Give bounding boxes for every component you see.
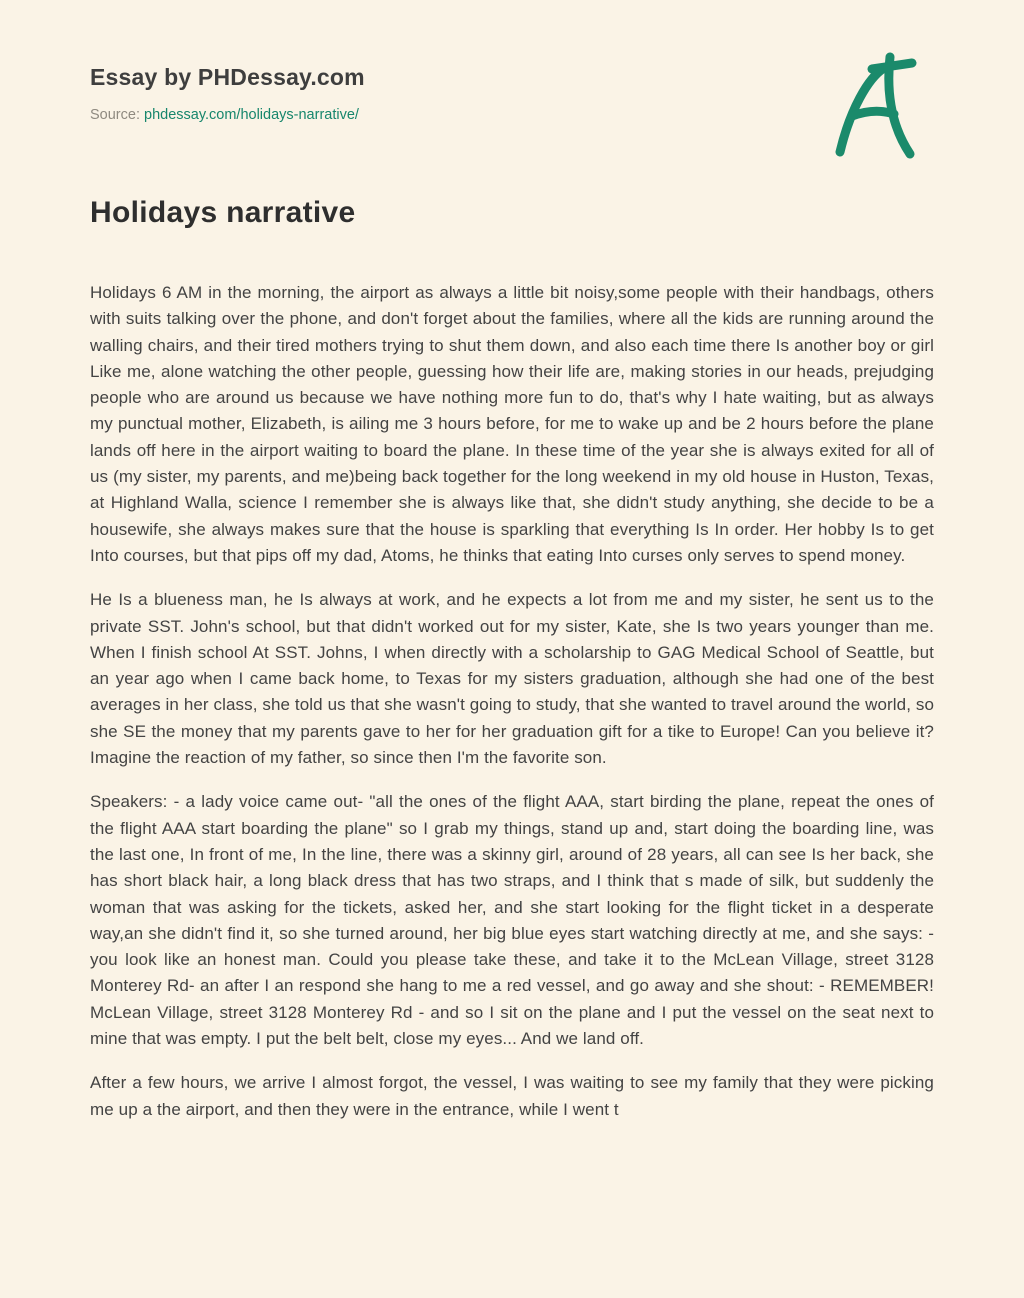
essay-paragraph: Speakers: - a lady voice came out- "all the ones of the flight AAA, start birding the plane, repeat the ones of the flight AAA start boarding the plane" so I grab my things, stand up and, start doing the boarding line, was the last one, In front of me, In the line, there was a skinny girl, around of 28 years, all can see Is her back, she has short black hair, a long black dress that has two straps, and I think that s made of silk, but suddenly the woman that was asking for the tickets, asked her, and she start looking for the flight ticket in a desperate way,an she didn't find it, so she turned around, her big blue eyes start watching directly at me, and she says: - you look like an honest man. Could you please take these, and take it to the McLean Village, street 3128 Monterey Rd- an after I an respond she hang to me a red vessel, and go away and she shout: - REMEMBER! McLean Village, street 3128 Monterey Rd - and so I sit on the plane and I put the vessel on the seat next to mine that was empty. I put the belt belt, close my eyes... And we land off.: [90, 792, 934, 1049]
source-line: [90, 107, 365, 123]
essay-body: [90, 280, 934, 1123]
header-left: [90, 52, 365, 123]
page-header: [90, 52, 934, 160]
phdessay-a-plus-logo-icon: [824, 52, 924, 160]
essay-byline: Essay by PHDessay.com: [90, 64, 365, 90]
source-label: Source:: [90, 107, 140, 123]
essay-paragraph: He Is a blueness man, he Is always at work, and he expects a lot from me and my sister, he sent us to the private SST. John's school, but that didn't worked out for my sister, Kate, she Is two years younger than me. When I finish school At SST. Johns, I when directly with a scholarship to GAG Medical School of Seattle, but an year ago when I came back home, to Texas for my sisters graduation, although she had one of the best averages in her class, she told us that she wasn't going to study, that she wanted to travel around the world, so she SE the money that my parents gave to her for her graduation gift for a tike to Europe! Can you believe it? Imagine the reaction of my father, so since then I'm the favorite son.: [90, 590, 934, 768]
source-link[interactable]: phdessay.com/holidays-narrative/: [144, 107, 359, 123]
essay-paragraph: Holidays 6 AM in the morning, the airport as always a little bit noisy,some people with their handbags, others with suits talking over the phone, and don't forget about the families, where all the kids are running around the walling chairs, and their tired mothers trying to shut them down, and also each time there Is another boy or girl Like me, alone watching the other people, guessing how their life are, making stories in our heads, prejudging people who are around us because we have nothing more fun to do, that's why I hate waiting, but as always my punctual mother, Elizabeth, is ailing me 3 hours before, for me to wake up and be 2 hours before the plane lands off here in the airport waiting to board the plane. In these time of the year she is always exited for all of us (my sister, my parents, and me)being back together for the long weekend in my old house in Huston, Texas, at Highland Walla, science I remember she is always like that, she didn't study anything, she decide to be a housewife, she always makes sure that the house is sparkling that everything Is In order. Her hobby Is to get Into courses, but that pips off my dad, Atoms, he thinks that eating Into curses only serves to spend money.: [90, 283, 934, 565]
essay-paragraph: After a few hours, we arrive I almost forgot, the vessel, I was waiting to see my family that they were picking me up a the airport, and then they were in the entrance, while I went t: [90, 1073, 934, 1119]
essay-title: Holidays narrative: [90, 196, 356, 229]
